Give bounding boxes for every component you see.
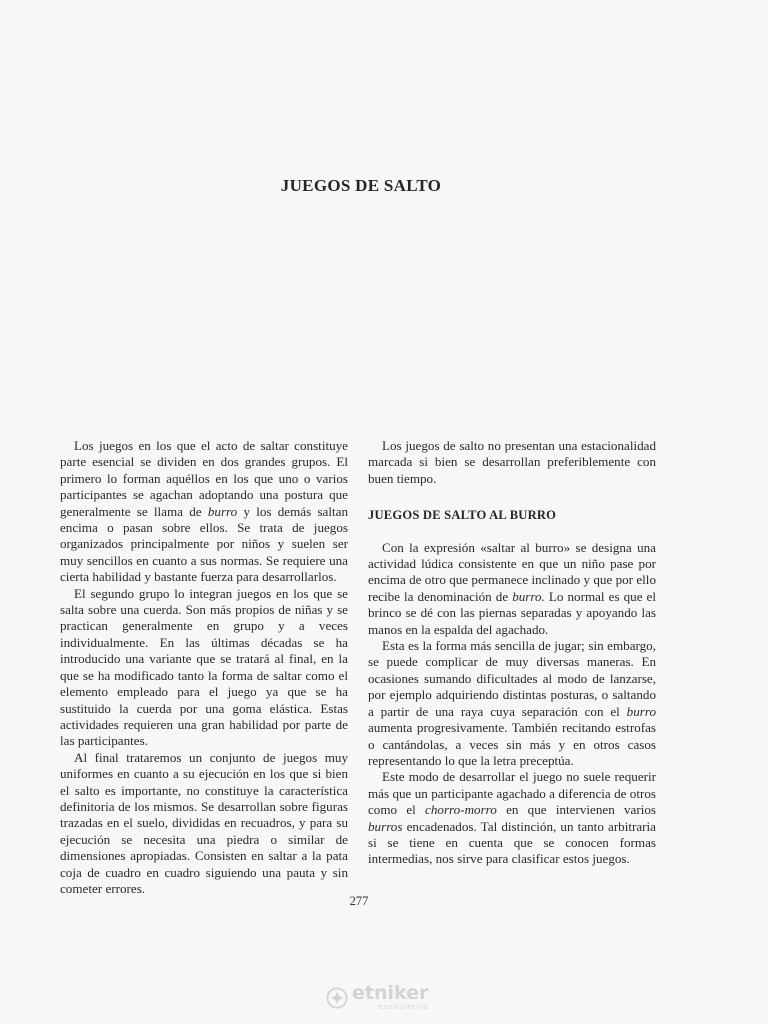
paragraph-text: en que intervienen varios [496, 802, 656, 818]
paragraph-text: Esta es la forma más sencilla de jugar; sin embargo, se puede complicar de muy diversas maneras. En ocasiones sumando dificultades al modo de lanzarse, por ejemplo adquiriendo distintas posturas, o saltando a partir de una raya cuya separación con el [368, 638, 656, 719]
emphasis-burro: burro [626, 703, 656, 719]
emphasis-burros: burros [368, 818, 403, 834]
paragraph-text: y los demás saltan encima o pasan sobre ellos. Se trata de juegos organizados principalmente por niños y suelen ser muy sencillos en cuanto a sus normas. Se requiere una cierta habilidad y bastante fuerza para desarrollarlos. [60, 503, 348, 585]
page-number: 277 [349, 894, 369, 908]
etniker-logo-icon [326, 987, 348, 1009]
paragraph-text: aumenta progresivamente. También recitando estrofas o cantándolas, a veces sin más y en otros casos representando lo que la letra preceptúa. [368, 720, 656, 768]
watermark-brand: etniker [352, 982, 429, 1004]
paragraph [368, 769, 656, 867]
paragraph-text: Lo normal es que el brinco se dé con las piernas separadas y apoyando las manos en la espalda del agachado. [368, 588, 657, 637]
paragraph-text: Este modo de desarrollar el juego no suele requerir más que un participante agachado a diferencia de otros como el [368, 769, 656, 818]
paragraph [60, 438, 348, 586]
paragraph-text: encadenados. Tal distinción, un tanto arbitraria si se tiene en cuenta que se conocen formas intermedias, nos sirve para clasificar estos juegos. [368, 818, 656, 867]
emphasis-burro: burro. [512, 588, 545, 604]
paragraph [368, 540, 656, 638]
emphasis-chorro-morro: chorro-morro [425, 802, 497, 818]
section-heading: JUEGOS DE SALTO AL BURRO [368, 508, 557, 523]
emphasis-burro: burro [207, 503, 238, 519]
paragraph [368, 638, 656, 769]
left-column [60, 438, 348, 897]
watermark-sub: euskalerria [378, 1003, 429, 1011]
paragraph: El segundo grupo lo integran juegos en los que se salta sobre una cuerda. Son más propios de niñas y se practican generalmente en grupo y a veces individualmente. En las últimas décadas se ha introducido una variante que se tratará al final, en la que se ha modificado tanto la forma de saltar como el elemento empleado para el juego ya que se ha sustituido la cuerda por una goma elástica. Estas actividades requieren una gran habilidad por parte de las participantes. [60, 585, 348, 749]
paragraph-text: Los juegos en los que el acto de saltar constituye parte esencial se dividen en dos grandes grupos. El primero lo forman aquéllos en los que uno o varios participantes se agachan adoptando una postura que generalmente se llama de [60, 438, 348, 519]
page-title: JUEGOS DE SALTO [280, 176, 442, 195]
watermark [326, 984, 428, 1011]
paragraph: Al final trataremos un conjunto de juegos muy uniformes en cuanto a su ejecución en los que si bien el salto es importante, no constituye la característica definitoria de los mismos. Se desarrollan sobre figuras trazadas en el suelo, divididas en recuadros, y para su ejecución se necesita una piedra o similar de dimensiones apropiadas. Consisten en saltar a la pata coja de cuadro en cuadro siguiendo una pauta y sin cometer errores. [60, 749, 348, 896]
paragraph: Los juegos de salto no presentan una estacionalidad marcada si bien se desarrollan preferiblemente con buen tiempo. [368, 438, 656, 486]
paragraph-text: Con la expresión «saltar al burro» se designa una actividad lúdica consistente en que un niño pase por encima de otro que permanece inclinado y que por ello recibe la denominación de [368, 539, 656, 604]
right-column [368, 438, 656, 868]
